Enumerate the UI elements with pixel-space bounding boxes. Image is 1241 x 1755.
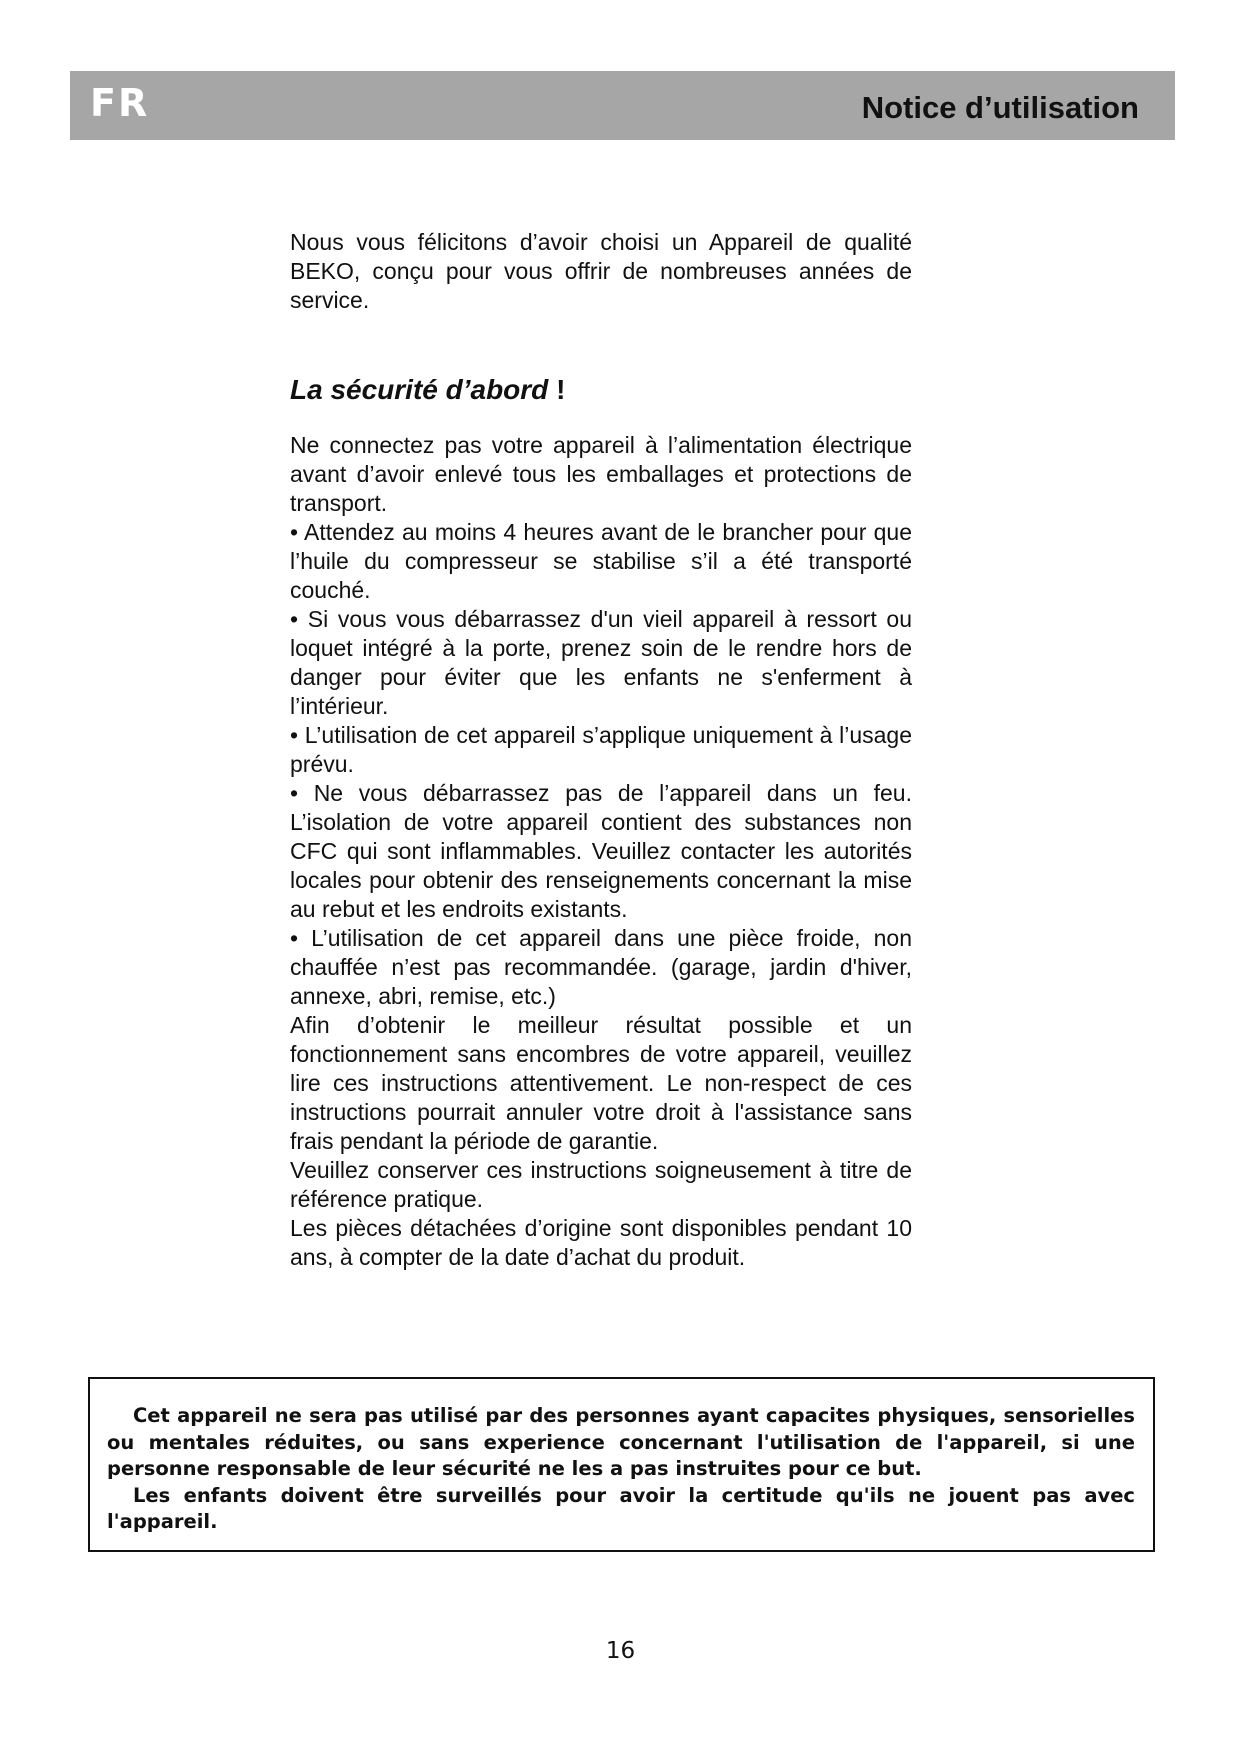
paragraph: Ne connectez pas votre appareil à l’alimentation électrique avant d’avoir enlevé tous les emballages et protections de transport.: [290, 432, 912, 516]
section-heading-mark: !: [548, 374, 566, 405]
section-heading-text: La sécurité d’abord: [290, 374, 549, 405]
intro-paragraph: Nous vous félicitons d’avoir choisi un Appareil de qualité BEKO, conçu pour vous offrir de nombreuses années de service.: [290, 229, 912, 313]
section-heading: [290, 371, 912, 409]
header-bar: [70, 71, 1175, 140]
language-code: FR: [90, 81, 150, 125]
bullet-item: • Attendez au moins 4 heures avant de le brancher pour que l’huile du compresseur se stabilise s’il a été transporté couché.: [290, 519, 912, 603]
bullet-item: • Ne vous débarrassez pas de l’appareil dans un feu. L’isolation de votre appareil contient des substances non CFC qui sont inflammables. Veuillez contacter les autorités locales pour obtenir des renseignements concernant la mise au rebut et les endroits existants.: [290, 780, 912, 922]
main-content: [290, 228, 912, 1272]
paragraph: Veuillez conserver ces instructions soigneusement à titre de référence pratique.: [290, 1157, 912, 1212]
bullet-item: • L’utilisation de cet appareil s’applique uniquement à l’usage prévu.: [290, 722, 912, 777]
paragraph: Les pièces détachées d’origine sont disponibles pendant 10 ans, à compter de la date d’achat du produit.: [290, 1215, 912, 1270]
warning-paragraph: Les enfants doivent être surveillés pour avoir la certitude qu'ils ne jouent pas avec l'appareil.: [107, 1483, 1135, 1533]
page-number: 16: [605, 1638, 636, 1664]
bullet-item: • Si vous vous débarrassez d'un vieil appareil à ressort ou loquet intégré à la porte, prenez soin de le rendre hors de danger pour éviter que les enfants ne s'enferment à l’intérieur.: [290, 606, 912, 719]
document-title: Notice d’utilisation: [861, 90, 1139, 125]
safety-instructions: [290, 431, 912, 1272]
warning-box: [88, 1377, 1155, 1552]
bullet-item: • L’utilisation de cet appareil dans une pièce froide, non chauffée n’est pas recommandée. (garage, jardin d'hiver, annexe, abri, remise, etc.): [290, 925, 912, 1009]
warning-paragraph: Cet appareil ne sera pas utilisé par des personnes ayant capacites physiques, sensorielles ou mentales réduites, ou sans experience concernant l'utilisation de l'appareil, si une personne responsable de leur sécurité ne les a pas instruites pour ce but.: [107, 1404, 1135, 1480]
paragraph: Afin d’obtenir le meilleur résultat possible et un fonctionnement sans encombres de votre appareil, veuillez lire ces instructions attentivement. Le non-respect de ces instructions pourrait annuler votre droit à l'assistance sans frais pendant la période de garantie.: [290, 1012, 912, 1154]
